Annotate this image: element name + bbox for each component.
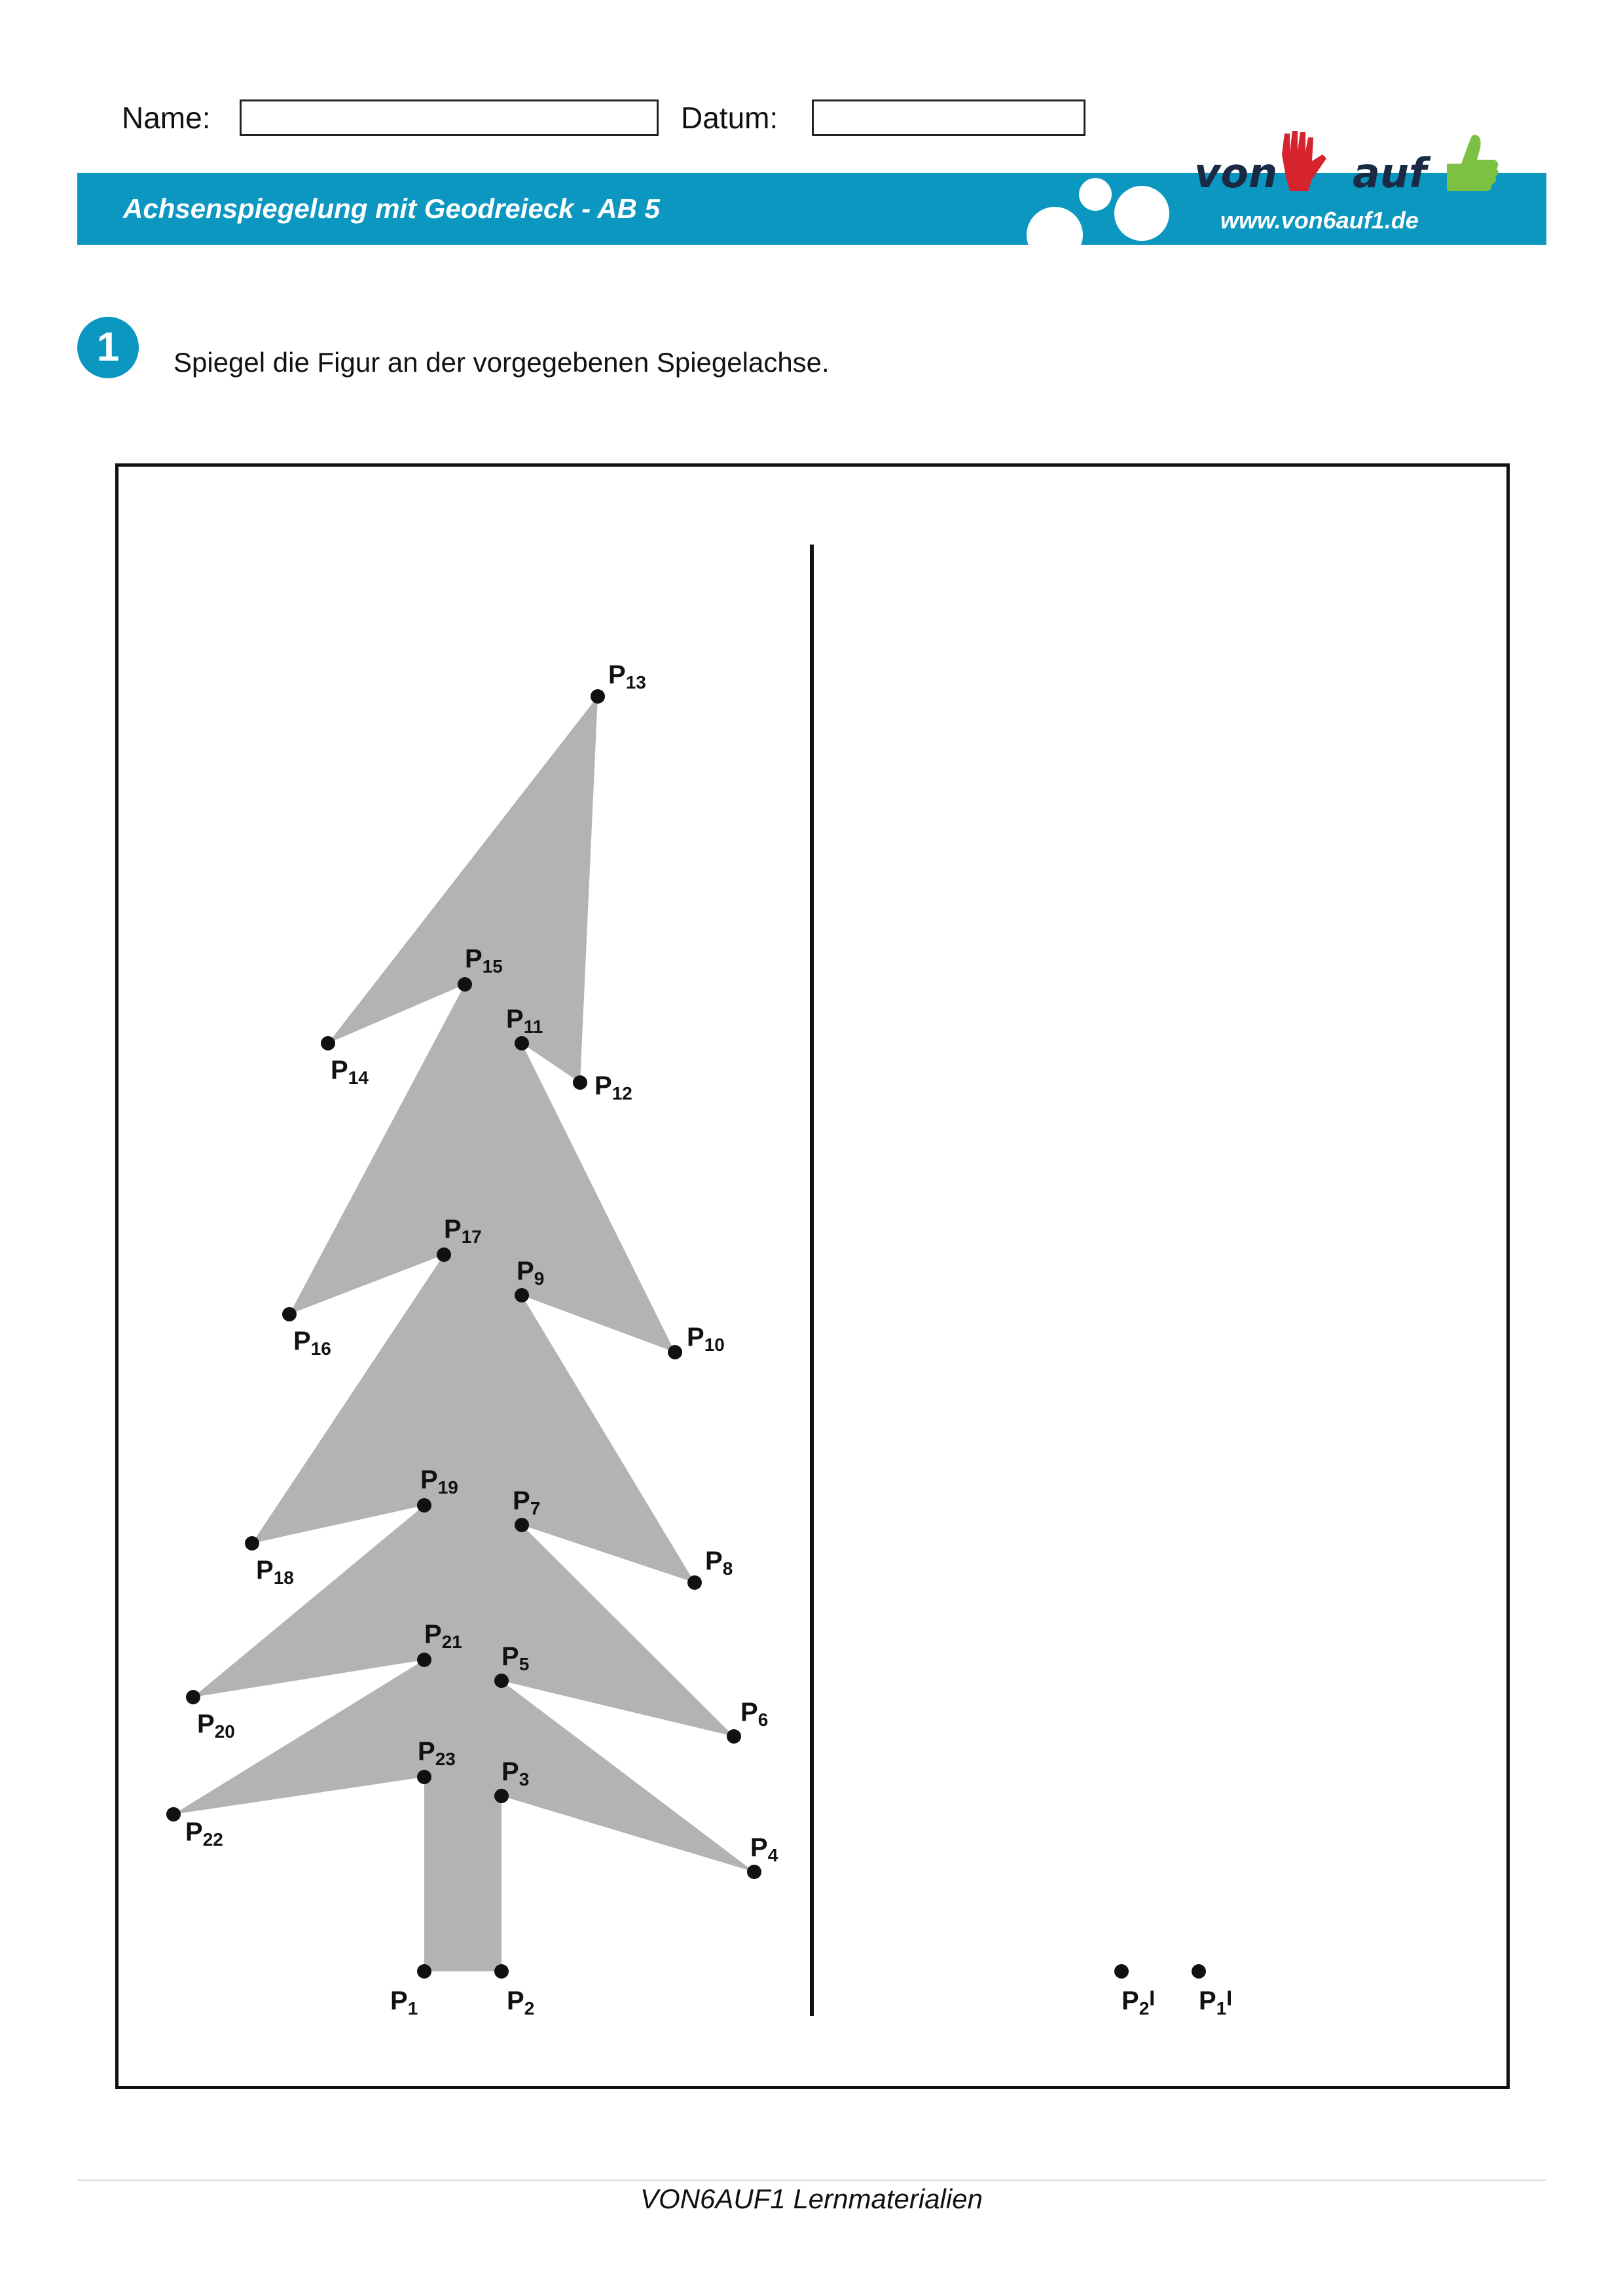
mirror-point-p2-label [1122, 1986, 1155, 2018]
point-p17-index: 17 [461, 1227, 482, 1247]
point-p4-letter: P [750, 1833, 768, 1862]
point-p6-dot [727, 1729, 741, 1744]
point-p4-dot [747, 1865, 761, 1879]
point-p10-label [687, 1323, 725, 1355]
point-p18-letter: P [256, 1556, 274, 1585]
logo-text-left: von [1194, 149, 1278, 197]
point-p19-letter: P [420, 1465, 438, 1494]
point-p23-index: 23 [435, 1749, 456, 1769]
point-p4-index: 4 [767, 1845, 778, 1865]
point-p5-letter: P [501, 1642, 519, 1671]
point-p17-letter: P [444, 1215, 462, 1244]
point-p8-index: 8 [722, 1558, 733, 1579]
point-p10-dot [668, 1345, 682, 1359]
point-p15-letter: P [465, 944, 483, 973]
point-p14-letter: P [331, 1056, 348, 1085]
point-p9-dot [515, 1288, 529, 1302]
point-p20-label [197, 1710, 235, 1742]
point-p6-label [740, 1698, 768, 1730]
point-p2-index: 2 [524, 1998, 535, 2018]
point-p8-letter: P [705, 1547, 723, 1575]
point-p20-dot [186, 1690, 200, 1704]
point-p1-index: 1 [407, 1998, 418, 2018]
task-number-badge: 1 [77, 317, 139, 378]
point-p21-letter: P [424, 1620, 442, 1649]
point-p1-dot [417, 1964, 431, 1979]
point-p8-label [705, 1547, 733, 1579]
point-p11-dot [515, 1036, 529, 1050]
point-p21-dot [417, 1653, 431, 1667]
logo-url: www.von6auf1.de [1220, 207, 1419, 234]
point-p5-index: 5 [519, 1654, 530, 1674]
name-label: Name: [122, 101, 211, 135]
point-p12-dot [573, 1075, 587, 1090]
logo-text-right: auf [1353, 149, 1427, 197]
point-p8-dot [687, 1575, 702, 1590]
point-p19-index: 19 [437, 1477, 458, 1498]
point-p20-index: 20 [214, 1721, 235, 1742]
point-p6-letter: P [740, 1698, 758, 1727]
point-p9-letter: P [517, 1257, 534, 1285]
point-p7-dot [515, 1518, 529, 1532]
mirror-point-p1-prime: I [1226, 1986, 1233, 2010]
point-p10-index: 10 [704, 1335, 725, 1355]
date-label: Datum: [681, 101, 778, 135]
point-p7-letter: P [513, 1486, 530, 1515]
point-p11-index: 11 [523, 1016, 543, 1037]
point-p1-letter: P [390, 1986, 408, 2015]
point-p11-letter: P [506, 1005, 524, 1033]
point-p5-dot [494, 1674, 509, 1688]
mirror-point-p1-letter: P [1199, 1986, 1216, 2015]
point-p2-dot [494, 1964, 509, 1979]
point-p13-index: 13 [625, 672, 646, 692]
point-p20-letter: P [197, 1710, 215, 1738]
point-p4-label [750, 1833, 778, 1865]
point-p10-letter: P [687, 1323, 704, 1352]
mirror-point-p2-index: 2 [1139, 1998, 1150, 2018]
point-p16-label [293, 1327, 331, 1359]
point-p7-index: 7 [530, 1498, 541, 1518]
mirror-point-p2-prime: I [1149, 1986, 1156, 2010]
task-instruction: Spiegel die Figur an der vorgegebenen Spiegelachse. [173, 347, 830, 378]
point-p2-label [507, 1986, 534, 2018]
point-p14-label [331, 1056, 369, 1088]
point-p19-dot [417, 1498, 431, 1513]
point-p15-dot [458, 977, 472, 992]
point-p15-index: 15 [482, 956, 503, 977]
point-p13-dot [591, 689, 605, 704]
point-p18-label [256, 1556, 294, 1588]
point-p23-dot [417, 1770, 431, 1784]
point-p12-letter: P [594, 1071, 612, 1100]
point-p3-dot [494, 1789, 509, 1803]
point-p2-letter: P [507, 1986, 524, 2015]
mirror-point-p2-letter: P [1122, 1986, 1139, 2015]
point-p12-label [594, 1071, 632, 1103]
point-p16-dot [282, 1307, 297, 1321]
point-p16-index: 16 [310, 1338, 331, 1359]
point-p1-label [390, 1986, 418, 2018]
point-p14-dot [321, 1036, 335, 1050]
point-p21-index: 21 [441, 1632, 462, 1652]
point-p18-dot [245, 1536, 259, 1551]
worksheet-title: Achsenspiegelung mit Geodreieck - AB 5 [123, 193, 660, 224]
point-p22-dot [166, 1807, 181, 1821]
point-p13-label [608, 660, 646, 692]
point-p23-letter: P [418, 1737, 435, 1766]
point-p22-label [185, 1818, 223, 1850]
point-p18-index: 18 [273, 1568, 294, 1588]
point-p17-dot [437, 1247, 451, 1262]
point-p12-index: 12 [611, 1083, 632, 1103]
point-p9-index: 9 [534, 1268, 545, 1289]
mirror-point-p1-label [1199, 1986, 1232, 2018]
point-p14-index: 14 [348, 1067, 369, 1088]
mirror-point-p1-dot [1192, 1964, 1206, 1979]
mirror-point-p1-index: 1 [1216, 1998, 1227, 2018]
point-p13-letter: P [608, 660, 626, 689]
mirror-point-p2-dot [1114, 1964, 1129, 1979]
point-p22-index: 22 [202, 1829, 223, 1850]
footer-text: VON6AUF1 Lernmaterialien [640, 2183, 983, 2214]
point-p22-letter: P [185, 1818, 203, 1846]
tree-shape [173, 696, 754, 1971]
point-p16-letter: P [293, 1327, 311, 1355]
point-p6-index: 6 [757, 1710, 769, 1730]
footer-divider [77, 2179, 1546, 2181]
point-p3-index: 3 [519, 1769, 530, 1789]
point-p3-letter: P [501, 1757, 519, 1786]
